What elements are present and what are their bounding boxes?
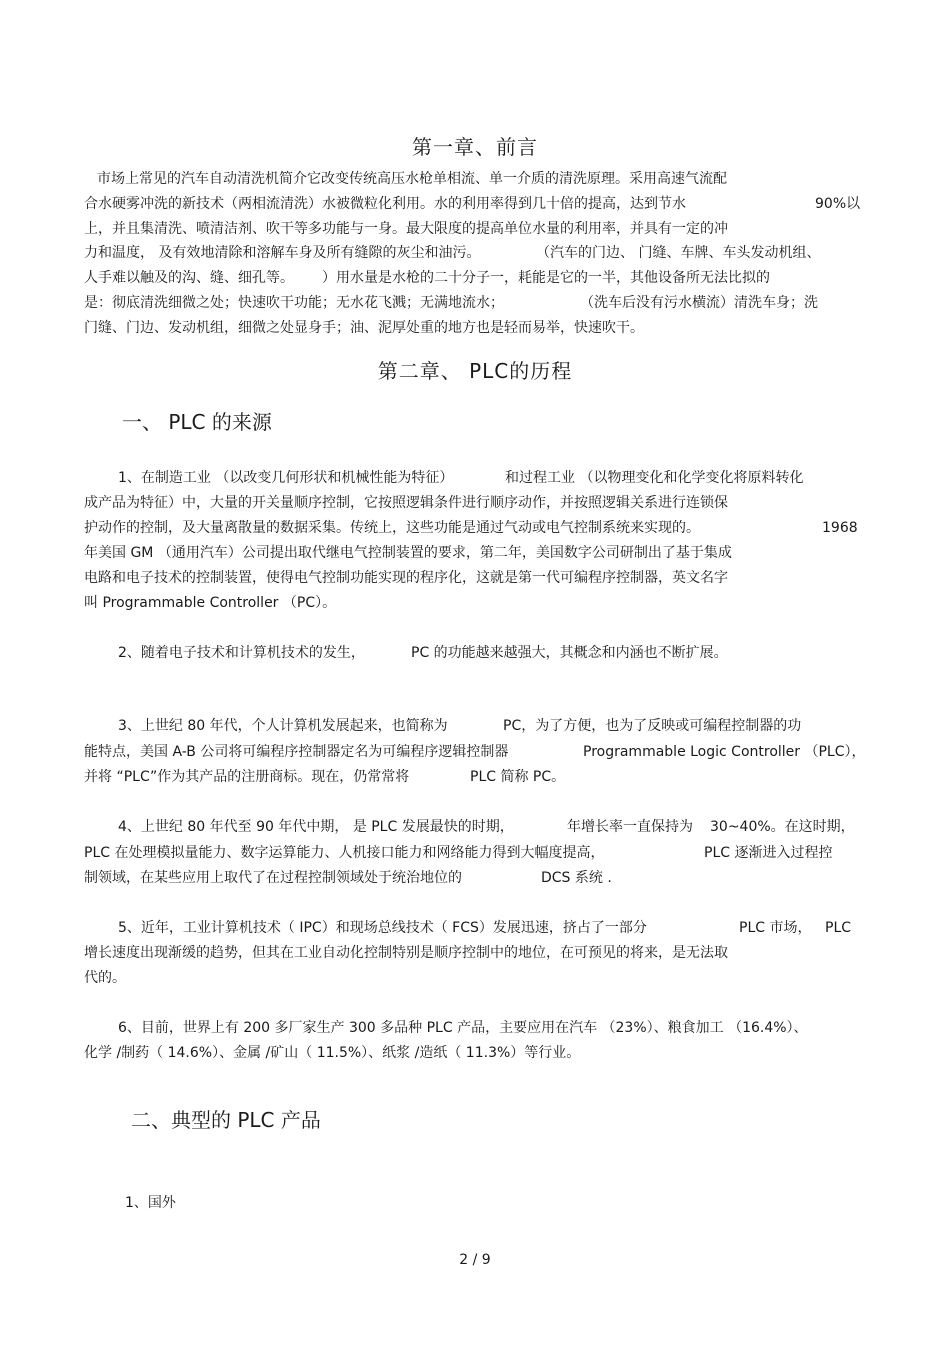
para-1-line-6: 叫 Programmable Controller （PC）。 (84, 595, 337, 611)
para-5-line-1: 5、近年，工业计算机技术（ IPC）和现场总线技术（ FCS）发展迅速，挤占了一部分 (118, 920, 647, 936)
chapter-1-line-6: 是：彻底清洗细微之处；快速吹干功能；无水花飞溅；无满地流水； (84, 295, 504, 311)
para-5-line-2: 增长速度出现渐缓的趋势，但其在工业自动化控制特别是顺序控制中的地位，在可预见的将来，是无法取 (84, 945, 728, 961)
para-2-line-1b: PC 的功能越来越强大，其概念和内涵也不断扩展。 (411, 645, 728, 661)
para-4-line-1b: 年增长率一直保持为 (567, 819, 693, 835)
section-1-title: 一、 PLC 的来源 (122, 410, 272, 434)
para-5-line-1b: PLC 市场， (739, 920, 812, 936)
page-number: 2 / 9 (459, 1252, 491, 1268)
para-4-line-1: 4、上世纪 80 年代至 90 年代中期， 是 PLC 发展最快的时期， (118, 819, 514, 835)
para-5-line-1c: PLC (825, 920, 852, 936)
para-3-line-3b: PLC 简称 PC。 (470, 769, 566, 785)
chapter-1-line-5: 人手难以触及的沟、缝、细孔等。 (84, 270, 294, 286)
chapter-1-line-7: 门缝、门边、发动机组，细微之处显身手；油、泥厚处重的地方也是轻而易举，快速吹干。 (84, 320, 644, 336)
chapter-1-line-1: 市场上常见的汽车自动清洗机简介它改变传统高压水枪单相流、单一介质的清洗原理。采用高速气流配 (97, 171, 727, 187)
para-6-line-2: 化学 /制药（ 14.6%）、金属 /矿山（ 11.5%）、纸浆 /造纸（ 11.3%）等行业。 (84, 1045, 581, 1061)
chapter-1-line-3: 上，并且集清洗、喷清洁剂、吹干等多功能与一身。最大限度的提高单位水量的利用率，并具有一定的冲 (84, 221, 728, 237)
chapter-1-line-2b: 90%以 (815, 196, 861, 212)
para-3-line-2: 能特点，美国 A-B 公司将可编程序控制器定名为可编程序逻辑控制器 (84, 744, 509, 760)
para-4-line-3b: DCS 系统 . (541, 870, 612, 886)
chapter-1-line-5b: ）用水量是水枪的二十分子一，耗能是它的一半，其他设备所无法比拟的 (322, 270, 770, 286)
para-3-line-2b: Programmable Logic Controller （PLC）， (583, 744, 866, 760)
chapter-2-title: 第二章、 PLC的历程 (377, 359, 573, 383)
chapter-1-line-2: 合水硬雾冲洗的新技术（两相流清洗）水被微粒化利用。水的利用率得到几十倍的提高，达到节水 (84, 196, 686, 212)
para-3-line-1: 3、上世纪 80 年代，个人计算机发展起来，也简称为 (118, 718, 448, 734)
chapter-1-title: 第一章、前言 (412, 135, 538, 159)
para-1-line-3: 护动作的控制，及大量离散量的数据采集。传统上，这些功能是通过气动或电气控制系统来实现的。 (84, 520, 700, 536)
chapter-1-line-6b: （洗车后没有污水横流）清洗车身；洗 (580, 295, 818, 311)
section-2-item-1: 1、国外 (125, 1195, 176, 1211)
para-4-line-2b: PLC 逐渐进入过程控 (704, 845, 833, 861)
para-1-line-3b: 1968 (822, 520, 858, 536)
chapter-1-line-4b: （汽车的门边、 门缝、车牌、车头发动机组、 (536, 245, 821, 261)
para-3-line-1b: PC，为了方便，也为了反映或可编程控制器的功 (503, 718, 802, 734)
para-5-line-3: 代的。 (84, 970, 126, 986)
para-1-line-1b: 和过程工业 （以物理变化和化学变化将原料转化 (505, 470, 804, 486)
para-1-line-2: 成产品为特征）中，大量的开关量顺序控制，它按照逻辑条件进行顺序动作，并按照逻辑关系进行连锁保 (84, 495, 728, 511)
para-1-line-1: 1、在制造工业 （以改变几何形状和机械性能为特征） (118, 470, 454, 486)
para-3-line-3: 并将 “PLC”作为其产品的注册商标。现在，仍常常将 (84, 769, 410, 785)
para-4-line-3: 制领域，在某些应用上取代了在过程控制领域处于统治地位的 (84, 870, 462, 886)
para-2-line-1: 2、随着电子技术和计算机技术的发生， (118, 645, 365, 661)
para-4-line-2: PLC 在处理模拟量能力、数字运算能力、人机接口能力和网络能力得到大幅度提高， (84, 845, 605, 861)
section-2-title: 二、典型的 PLC 产品 (131, 1108, 321, 1132)
para-4-line-1c: 30~40%。在这时期， (710, 819, 855, 835)
para-1-line-5: 电路和电子技术的控制装置，使得电气控制功能实现的程序化，这就是第一代可编程序控制器，英文名字 (84, 570, 728, 586)
chapter-1-line-4: 力和温度， 及有效地清除和溶解车身及所有缝隙的灰尘和油污。 (84, 245, 481, 261)
para-6-line-1: 6、目前，世界上有 200 多厂家生产 300 多品种 PLC 产品，主要应用在汽车 （23%）、粮食加工 （16.4%）、 (118, 1020, 808, 1036)
para-1-line-4: 年美国 GM （通用汽车）公司提出取代继电气控制装置的要求，第二年，美国数字公司研制出了基于集成 (84, 545, 732, 561)
